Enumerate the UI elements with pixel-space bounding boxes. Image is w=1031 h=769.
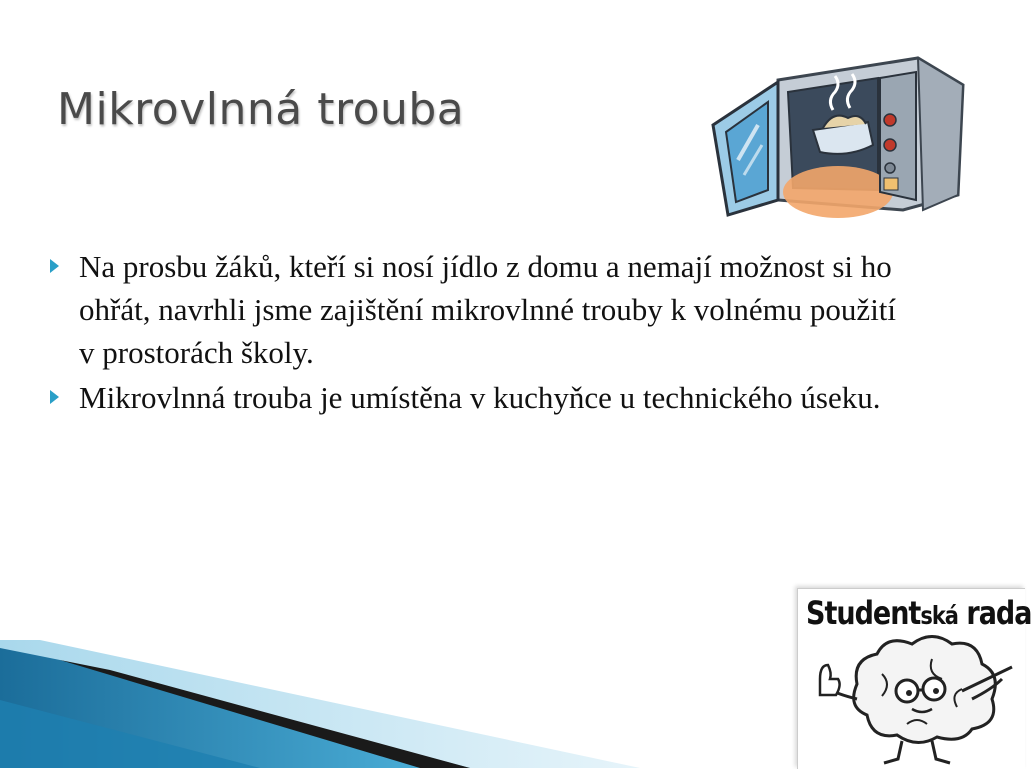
decorative-stripes <box>0 640 640 768</box>
logo-text-end: rada <box>957 595 1031 633</box>
bullet-list <box>50 245 910 421</box>
bullet-text: Na prosbu žáků, kteří si nosí jídlo z domu a nemají možnost si ho ohřát, navrhli jsme zajištění mikrovlnné trouby k volnému použití v prostorách školy. <box>79 249 897 370</box>
microwave-icon <box>708 50 968 225</box>
student-council-logo <box>797 588 1031 769</box>
bullet-item <box>50 245 910 374</box>
logo-text-small: ská <box>920 601 958 630</box>
bullet-text: Mikrovlnná trouba je umístěna v kuchyňce u technického úseku. <box>79 380 881 415</box>
brain-mascot-icon <box>812 629 1017 764</box>
logo-text <box>806 595 1031 632</box>
bullet-item <box>50 376 910 419</box>
logo-text-big: Student <box>806 595 921 633</box>
triangle-right-icon <box>50 259 59 273</box>
triangle-right-icon <box>50 390 59 404</box>
slide-title: Mikrovlnná trouba <box>57 84 465 135</box>
